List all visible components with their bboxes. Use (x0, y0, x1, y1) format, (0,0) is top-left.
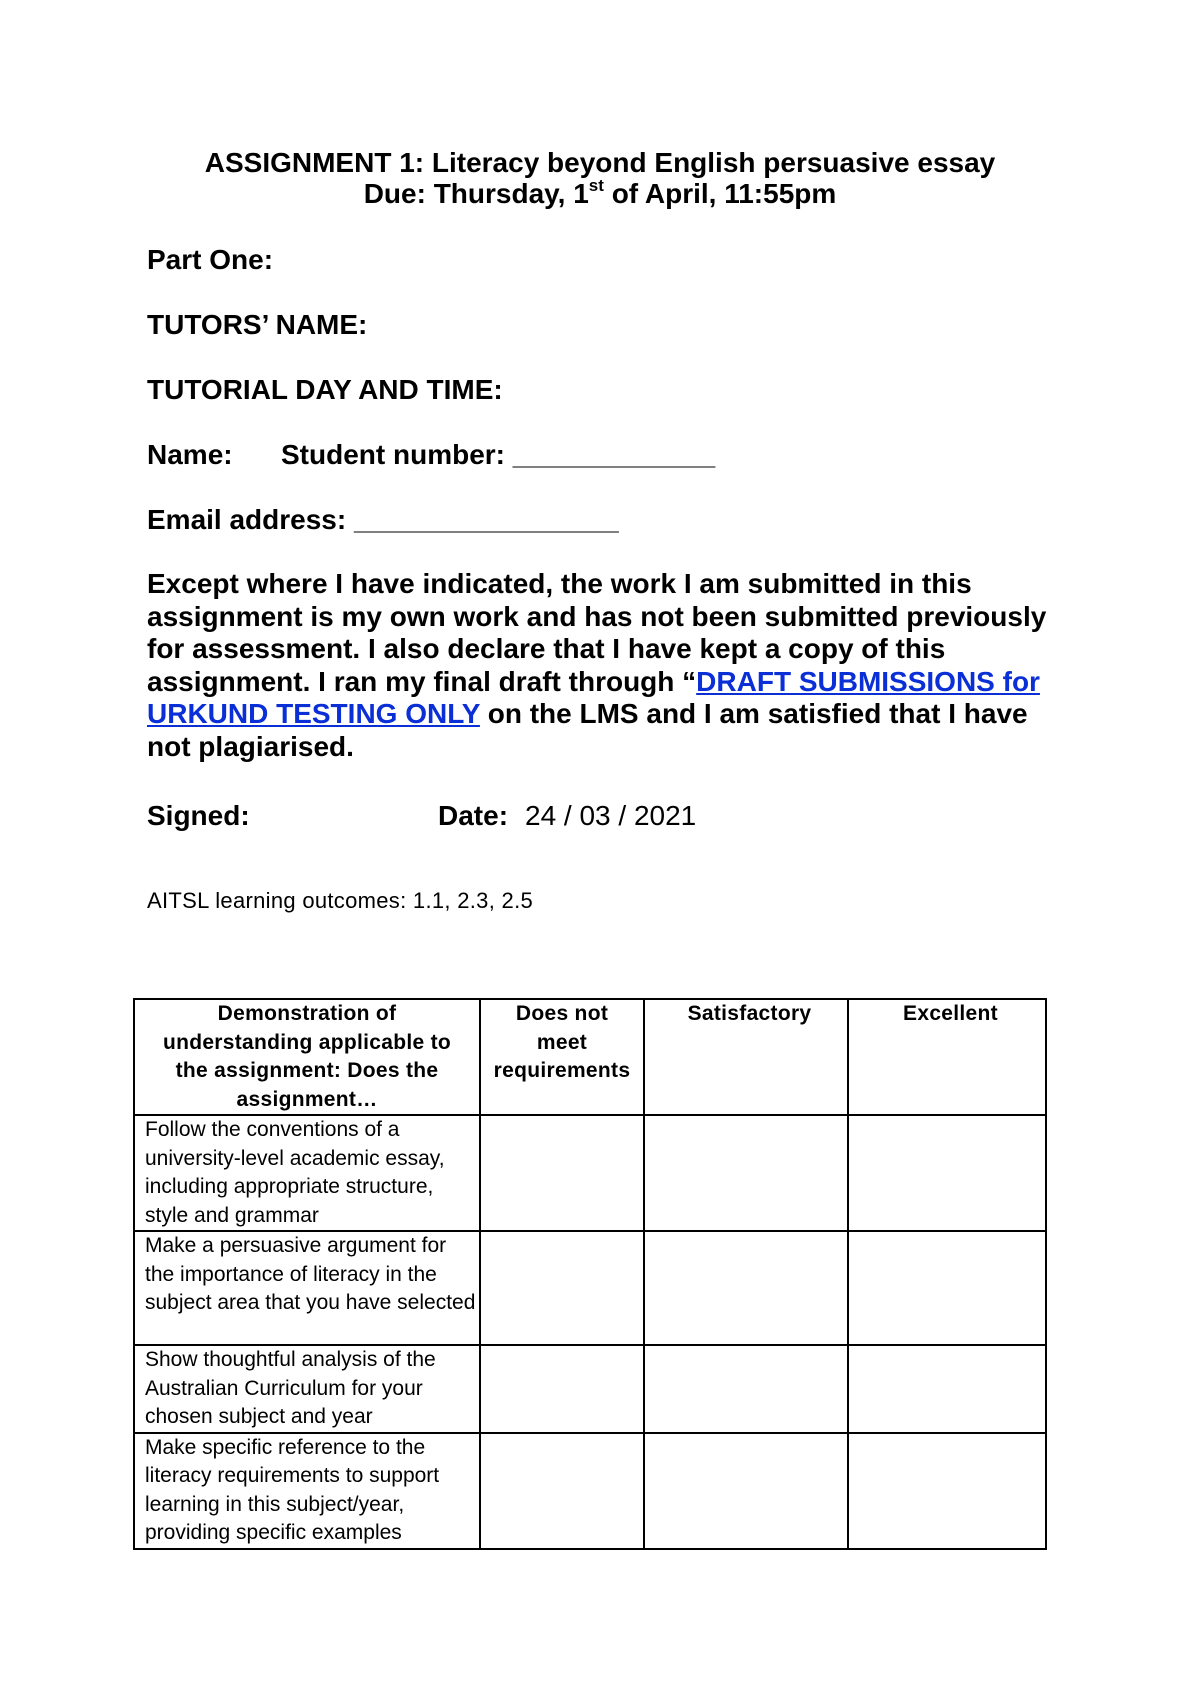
due-suffix: of April, 11:55pm (603, 178, 837, 209)
part-one-heading: Part One: (147, 244, 274, 275)
signed-label: Signed: (147, 800, 250, 831)
due-ordinal-suffix: st (588, 175, 604, 195)
header-excellent: Excellent (848, 999, 1046, 1115)
name-row (147, 439, 716, 471)
header-does-not-meet: Does not meet requirements (480, 999, 644, 1115)
student-number-field[interactable]: Student number: _____________ (281, 439, 716, 470)
declaration-text-before: Except where I have indicated, the work I am submitted in this assignment is my own work and has not been submitted previously for assessment. I also declare that I have kept a copy of this assignment. I ran my final draft through “ (147, 568, 1047, 697)
criterion-cell: Make specific reference to the literacy requirements to support learning in this subject/year, providing specific examples (134, 1433, 480, 1549)
tutors-name-label: TUTORS’ NAME: (147, 309, 368, 340)
aitsl-learning-outcomes: AITSL learning outcomes: 1.1, 2.3, 2.5 (147, 888, 534, 913)
rating-cell-excellent[interactable] (848, 1345, 1046, 1433)
tutorial-day-time-label: TUTORIAL DAY AND TIME: (147, 374, 503, 405)
rubric-row (134, 1231, 1046, 1345)
draft-submissions-link[interactable]: DRAFT SUBMISSIONS for URKUND TESTING ONLY (147, 665, 1040, 729)
due-prefix: Due: Thursday, 1 (363, 178, 589, 209)
declaration-paragraph (147, 568, 1077, 763)
signature-row (147, 800, 697, 832)
rating-cell-satisfactory[interactable] (644, 1115, 848, 1231)
rating-cell-satisfactory[interactable] (644, 1433, 848, 1549)
rating-cell-satisfactory[interactable] (644, 1345, 848, 1433)
rubric-header-row (134, 999, 1046, 1115)
assignment-title: ASSIGNMENT 1: Literacy beyond English persuasive essay (204, 147, 996, 178)
rating-cell-excellent[interactable] (848, 1433, 1046, 1549)
rating-cell-does-not-meet[interactable] (480, 1345, 644, 1433)
header-satisfactory: Satisfactory (644, 999, 848, 1115)
name-label: Name: (147, 439, 233, 470)
rating-cell-excellent[interactable] (848, 1115, 1046, 1231)
rubric-row (134, 1433, 1046, 1549)
date-value: 24 / 03 / 2021 (525, 800, 697, 831)
email-address-field[interactable]: Email address: _________________ (147, 504, 619, 535)
rating-cell-satisfactory[interactable] (644, 1231, 848, 1345)
rating-cell-does-not-meet[interactable] (480, 1433, 644, 1549)
rating-cell-excellent[interactable] (848, 1231, 1046, 1345)
due-date (0, 175, 1200, 210)
marking-rubric-table (133, 998, 1047, 1550)
criterion-cell: Make a persuasive argument for the importance of literacy in the subject area that you have selected (134, 1231, 480, 1345)
rubric-row (134, 1115, 1046, 1231)
date-label: Date: (438, 800, 509, 831)
rating-cell-does-not-meet[interactable] (480, 1231, 644, 1345)
header-criteria: Demonstration of understanding applicable to the assignment: Does the assignment… (134, 999, 480, 1115)
criterion-cell: Show thoughtful analysis of the Australian Curriculum for your chosen subject and year (134, 1345, 480, 1433)
rubric-row (134, 1345, 1046, 1433)
criterion-cell: Follow the conventions of a university-level academic essay, including appropriate structure, style and grammar (134, 1115, 480, 1231)
declaration-text-after: on the LMS and I am satisfied that I have not plagiarised. (147, 698, 1028, 762)
rating-cell-does-not-meet[interactable] (480, 1115, 644, 1231)
